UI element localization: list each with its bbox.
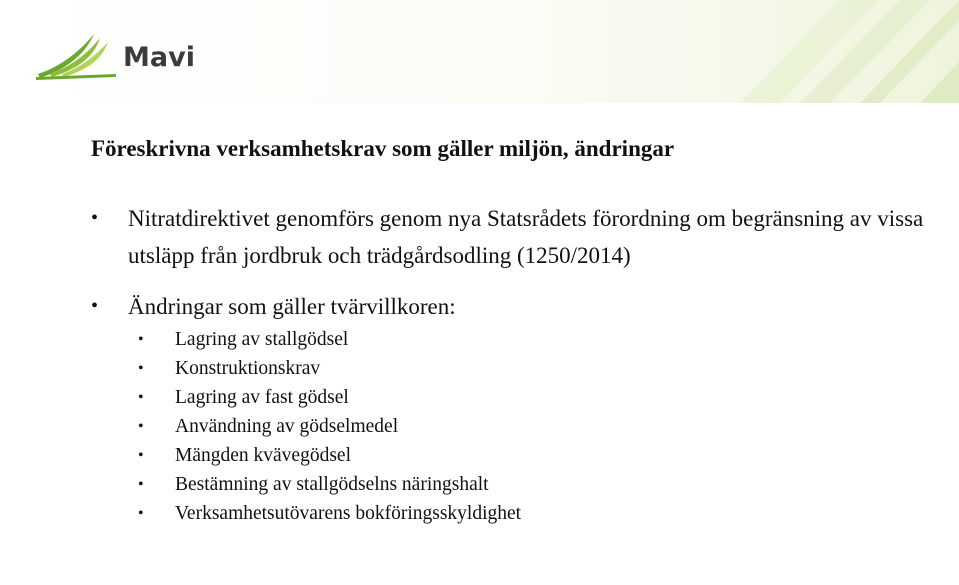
sub-list-item <box>91 354 951 383</box>
sub-bullet-text: Bestämning av stallgödselns näringshalt <box>175 474 489 495</box>
bullet-text: Ändringar som gäller tvärvillkoren: <box>128 294 456 319</box>
bullet-dot: • <box>91 295 99 317</box>
slide-title: Föreskrivna verksamhetskrav som gäller miljön, ändringar <box>91 136 675 161</box>
sub-bullet-dot: • <box>138 418 144 435</box>
sub-bullet-dot: • <box>138 360 144 377</box>
sub-bullet-text: Användning av gödselmedel <box>175 416 399 437</box>
sub-list-item <box>91 441 951 470</box>
sub-list-item <box>91 499 951 528</box>
sub-bullet-text: Verksamhetsutövarens bokföringsskyldighet <box>175 503 522 524</box>
sub-bullet-dot: • <box>138 389 144 406</box>
sub-list-item <box>91 412 951 441</box>
leaf-swoosh-icon <box>36 28 126 80</box>
bullet-text: Nitratdirektivet genomförs genom nya Statsrådets förordning om begränsning av vissa utsläpp från jordbruk och trädgårdsodling (1250/2014) <box>128 206 924 268</box>
sub-bullet-text: Mängden kvävegödsel <box>175 445 351 466</box>
bullet-list <box>91 200 951 528</box>
sub-bullet-dot: • <box>138 505 144 522</box>
sub-list-item <box>91 470 951 499</box>
bullet-dot: • <box>91 207 99 229</box>
sub-list-item <box>91 383 951 412</box>
header-band <box>0 0 959 103</box>
sub-bullet-dot: • <box>138 447 144 464</box>
sub-bullet-list <box>91 325 951 528</box>
mavi-logo <box>36 28 195 80</box>
sub-bullet-text: Lagring av stallgödsel <box>175 329 349 350</box>
sub-bullet-text: Lagring av fast gödsel <box>175 387 349 408</box>
sub-bullet-dot: • <box>138 331 144 348</box>
sub-bullet-text: Konstruktionskrav <box>175 358 321 379</box>
logo-wordmark: Mavi <box>123 42 195 73</box>
sub-bullet-dot: • <box>138 476 144 493</box>
list-item <box>91 200 951 274</box>
sub-list-item <box>91 325 951 354</box>
list-item <box>91 288 951 325</box>
